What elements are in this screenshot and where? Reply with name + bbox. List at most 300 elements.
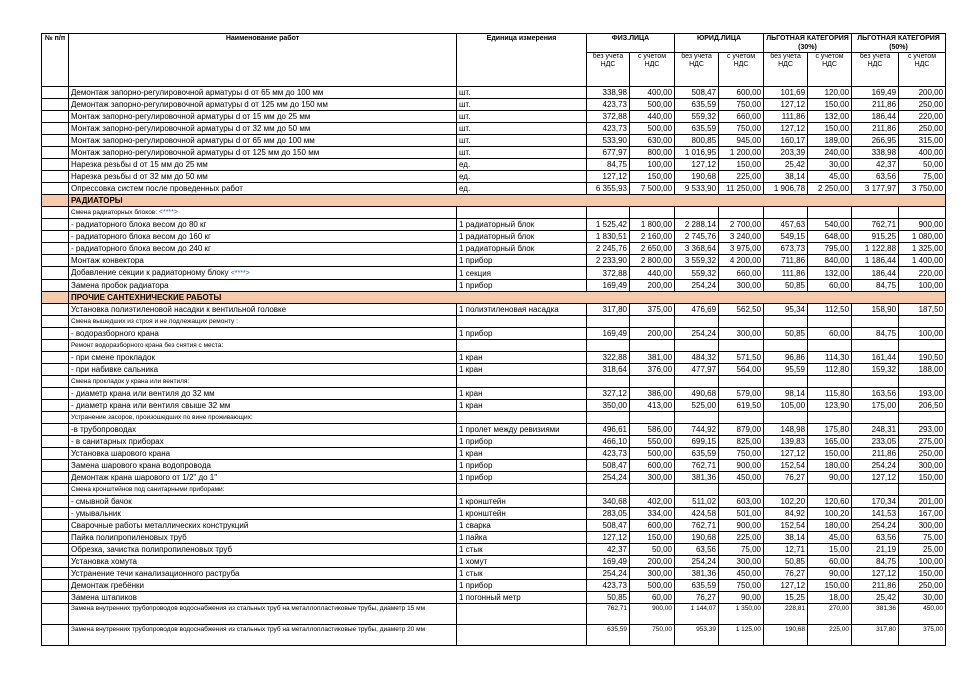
price-individual-with-vat-text: 586,00 [647, 425, 673, 434]
price-discount30-no-vat-text: 95,34 [784, 305, 806, 314]
work-name [69, 99, 457, 111]
price-individual-with-vat-text: 500,00 [647, 449, 673, 458]
price-individual-no-vat [587, 424, 630, 436]
price-discount50-no-vat-text: 84,75 [876, 329, 897, 338]
unit-cell [457, 183, 587, 195]
price-individual-no-vat [587, 99, 630, 111]
price-individual-no-vat-text: 327,12 [602, 389, 627, 398]
price-individual-with-vat-text: 2 800,00 [640, 256, 673, 265]
unit-cell [457, 135, 587, 147]
price-legal-no-vat [675, 388, 719, 400]
unit-cell [457, 532, 587, 544]
price-discount30-with-vat [808, 364, 852, 376]
unit-cell-text: шт. [459, 100, 471, 109]
price-discount50-no-vat [852, 625, 899, 646]
row-number-cell [42, 376, 69, 388]
price-discount50-no-vat [852, 520, 899, 532]
price-individual-with-vat-text: 500,00 [647, 100, 673, 109]
price-discount30-no-vat [764, 231, 808, 243]
price-legal-with-vat-text: 4 200,00 [729, 256, 762, 265]
work-name-text: Замена внутренних трубопроводов водоснабжения из стальных труб на металлопластиковые трубы, диаметр 20 мм [71, 626, 426, 633]
price-legal-no-vat-text: 1 016,95 [684, 148, 717, 157]
price-discount30-no-vat [764, 147, 808, 159]
unit-cell [457, 123, 587, 135]
price-discount30-with-vat-text: 30,00 [829, 160, 850, 169]
footnote-marker: <****> [230, 270, 250, 277]
price-legal-no-vat [675, 508, 719, 520]
row-number-cell [42, 328, 69, 340]
price-discount50-with-vat-text: 250,00 [918, 124, 944, 133]
price-individual-no-vat [587, 520, 630, 532]
price-discount30-no-vat [764, 267, 808, 280]
work-name [69, 604, 457, 625]
price-discount30-with-vat-text: 240,00 [824, 148, 850, 157]
price-individual-with-vat [630, 580, 675, 592]
unit-cell [457, 400, 587, 412]
group-note-row [42, 412, 946, 424]
price-discount50-no-vat [852, 448, 899, 460]
row-number-cell [42, 267, 69, 280]
empty-cell [852, 207, 899, 219]
price-legal-no-vat [675, 123, 719, 135]
row-number-cell [42, 388, 69, 400]
work-name-text: - радиаторного блока весом до 160 кг [71, 232, 211, 241]
price-discount30-with-vat [808, 604, 852, 625]
table-row [42, 280, 946, 292]
price-legal-with-vat [719, 328, 764, 340]
price-legal-with-vat-text: 225,00 [736, 533, 762, 542]
price-discount50-with-vat [899, 111, 946, 123]
row-number-cell [42, 147, 69, 159]
price-discount30-with-vat [808, 388, 852, 400]
empty-cell [852, 412, 899, 424]
price-individual-no-vat-text: 423,73 [602, 100, 627, 109]
price-legal-with-vat-text: 750,00 [736, 449, 762, 458]
price-legal-no-vat-text: 525,00 [691, 401, 717, 410]
price-discount30-with-vat-text: 60,00 [829, 557, 850, 566]
price-legal-no-vat [675, 400, 719, 412]
price-discount30-with-vat [808, 625, 852, 646]
price-legal-with-vat [719, 243, 764, 255]
price-discount50-with-vat-text: 1 325,00 [911, 244, 944, 253]
price-individual-no-vat [587, 364, 630, 376]
empty-cell [764, 412, 808, 424]
price-legal-with-vat-text: 450,00 [736, 569, 762, 578]
price-discount30-with-vat [808, 472, 852, 484]
table-row [42, 532, 946, 544]
table-row [42, 231, 946, 243]
work-name [69, 556, 457, 568]
price-legal-no-vat-text: 511,02 [692, 497, 717, 506]
price-discount50-with-vat [899, 460, 946, 472]
work-name-text: Монтаж запорно-регулировочной арматуры d от 15 мм до 25 мм [71, 112, 311, 121]
work-name [69, 400, 457, 412]
header-with-vat: с учетом НДС [808, 53, 852, 87]
work-name-text: - диаметр крана или вентиля свыше 32 мм [71, 401, 231, 410]
price-discount50-no-vat-text: 338,98 [871, 148, 897, 157]
price-legal-with-vat [719, 388, 764, 400]
price-individual-no-vat [587, 460, 630, 472]
unit-cell-text: 1 кран [459, 449, 483, 458]
price-discount50-with-vat [899, 424, 946, 436]
table-row [42, 304, 946, 316]
price-discount50-with-vat [899, 231, 946, 243]
price-discount50-with-vat-text: 30,00 [923, 593, 944, 602]
price-legal-with-vat [719, 123, 764, 135]
price-legal-no-vat-text: 762,71 [691, 521, 717, 530]
table-row [42, 436, 946, 448]
price-discount30-no-vat-text: 127,12 [780, 449, 806, 458]
table-row [42, 267, 946, 280]
price-discount50-no-vat-text: 84,75 [876, 281, 897, 290]
price-discount30-no-vat-text: 111,86 [781, 269, 806, 278]
price-discount30-no-vat-text: 38,14 [784, 533, 806, 542]
unit-cell-text: 1 прибор [459, 473, 493, 482]
unit-cell [457, 592, 587, 604]
price-individual-no-vat-text: 423,73 [602, 581, 627, 590]
price-individual-with-vat [630, 532, 675, 544]
price-individual-no-vat [587, 604, 630, 625]
unit-cell-text: 1 пайка [459, 533, 488, 542]
price-individual-no-vat-text: 423,73 [602, 124, 627, 133]
price-individual-with-vat-text: 500,00 [647, 124, 673, 133]
price-individual-no-vat [587, 123, 630, 135]
header-no-vat: без учета НДС [675, 53, 719, 87]
price-legal-no-vat [675, 556, 719, 568]
price-legal-no-vat-text: 127,12 [691, 160, 717, 169]
price-individual-no-vat-text: 762,71 [607, 605, 627, 612]
empty-cell [764, 316, 808, 328]
price-legal-with-vat-text: 300,00 [736, 281, 762, 290]
price-legal-no-vat [675, 135, 719, 147]
price-individual-no-vat-text: 50,85 [606, 593, 627, 602]
price-individual-with-vat [630, 604, 675, 625]
price-individual-no-vat [587, 255, 630, 267]
price-individual-with-vat [630, 123, 675, 135]
group-note [69, 340, 457, 352]
work-name [69, 448, 457, 460]
work-name [69, 123, 457, 135]
price-discount50-with-vat [899, 508, 946, 520]
row-number-cell [42, 316, 69, 328]
price-individual-with-vat-text: 200,00 [647, 557, 673, 566]
empty-cell [675, 316, 719, 328]
price-legal-no-vat [675, 304, 719, 316]
price-individual-with-vat-text: 386,00 [647, 389, 673, 398]
price-discount30-with-vat [808, 183, 852, 195]
price-legal-with-vat-text: 450,00 [736, 473, 762, 482]
price-legal-with-vat [719, 352, 764, 364]
work-name [69, 147, 457, 159]
price-discount50-with-vat [899, 352, 946, 364]
row-number-cell [42, 255, 69, 267]
unit-cell-text: 1 кронштейн [459, 509, 506, 518]
row-number-cell [42, 111, 69, 123]
empty-cell [675, 376, 719, 388]
price-discount50-with-vat-text: 900,00 [918, 220, 944, 229]
price-discount50-with-vat-text: 1 400,00 [911, 256, 944, 265]
work-name-text: - при набивке сальника [71, 365, 159, 374]
price-legal-with-vat [719, 99, 764, 111]
price-discount50-no-vat [852, 364, 899, 376]
price-discount30-no-vat [764, 183, 808, 195]
price-discount30-no-vat-text: 152,54 [780, 521, 806, 530]
price-individual-no-vat-text: 533,90 [602, 136, 627, 145]
price-legal-with-vat-text: 660,00 [736, 269, 762, 278]
price-legal-no-vat [675, 544, 719, 556]
work-name [69, 388, 457, 400]
price-discount30-no-vat [764, 568, 808, 580]
price-individual-with-vat-text: 1 800,00 [640, 220, 673, 229]
price-discount30-with-vat [808, 159, 852, 171]
price-legal-no-vat-text: 9 533,90 [684, 184, 717, 193]
price-discount30-with-vat [808, 123, 852, 135]
price-discount50-with-vat-text: 250,00 [918, 449, 944, 458]
work-name-text: Сварочные работы металлических конструкций [71, 521, 249, 530]
price-discount30-no-vat-text: 12,71 [784, 545, 806, 554]
empty-cell [630, 376, 675, 388]
unit-cell [457, 219, 587, 231]
price-discount50-no-vat-text: 211,86 [872, 581, 897, 590]
work-name-text: Установка полиэтиленовой насадки к вентильной головке [71, 305, 287, 314]
group-note-row [42, 207, 946, 219]
price-legal-with-vat-text: 75,00 [740, 545, 762, 554]
price-individual-with-vat-text: 150,00 [647, 172, 673, 181]
empty-cell [899, 484, 946, 496]
work-name-text: Монтаж запорно-регулировочной арматуры d от 125 мм до 150 мм [71, 148, 320, 157]
unit-cell [457, 364, 587, 376]
price-legal-with-vat [719, 171, 764, 183]
price-discount50-no-vat-text: 141,53 [871, 509, 897, 518]
unit-cell [457, 424, 587, 436]
price-discount50-no-vat [852, 556, 899, 568]
work-name-text: Обрезка, зачистка полипропиленовых труб [71, 545, 233, 554]
price-discount50-with-vat [899, 267, 946, 280]
price-legal-with-vat [719, 520, 764, 532]
price-legal-with-vat [719, 544, 764, 556]
price-individual-no-vat-text: 496,61 [602, 425, 627, 434]
work-name-text: Установка хомута [71, 557, 138, 566]
work-name-text: - умывальник [71, 509, 121, 518]
price-discount50-no-vat [852, 267, 899, 280]
table-row [42, 592, 946, 604]
price-legal-with-vat-text: 750,00 [736, 581, 762, 590]
price-discount30-no-vat [764, 544, 808, 556]
price-discount30-no-vat [764, 580, 808, 592]
price-legal-no-vat-text: 381,36 [691, 473, 717, 482]
header-work-name: Наименование работ [69, 34, 457, 87]
empty-cell [675, 484, 719, 496]
price-discount30-with-vat-text: 114,30 [825, 353, 850, 362]
price-discount50-no-vat-text: 127,12 [871, 569, 897, 578]
unit-cell [457, 520, 587, 532]
price-discount50-no-vat-text: 186,44 [871, 269, 897, 278]
price-individual-no-vat-text: 372,88 [602, 269, 627, 278]
unit-cell [457, 544, 587, 556]
price-legal-no-vat-text: 635,59 [691, 100, 717, 109]
price-discount30-no-vat [764, 352, 808, 364]
price-individual-no-vat [587, 243, 630, 255]
price-individual-with-vat-text: 300,00 [647, 473, 673, 482]
work-name [69, 568, 457, 580]
empty-cell [675, 207, 719, 219]
price-legal-no-vat [675, 171, 719, 183]
price-discount30-no-vat-text: 228,81 [785, 605, 806, 612]
price-legal-no-vat [675, 328, 719, 340]
price-individual-with-vat [630, 159, 675, 171]
price-individual-no-vat-text: 340,68 [602, 497, 627, 506]
price-individual-no-vat-text: 338,98 [602, 88, 627, 97]
price-discount30-with-vat-text: 15,00 [829, 545, 850, 554]
price-discount30-with-vat [808, 400, 852, 412]
empty-cell [587, 316, 630, 328]
price-discount30-with-vat [808, 243, 852, 255]
price-individual-no-vat [587, 183, 630, 195]
price-discount30-with-vat-text: 123,90 [824, 401, 850, 410]
price-discount50-with-vat-text: 315,00 [918, 136, 944, 145]
price-legal-with-vat-text: 90,00 [740, 593, 762, 602]
price-discount50-no-vat [852, 304, 899, 316]
price-legal-no-vat [675, 255, 719, 267]
work-name [69, 87, 457, 99]
price-individual-with-vat-text: 800,00 [647, 148, 673, 157]
table-row [42, 364, 946, 376]
price-discount30-with-vat-text: 165,00 [824, 437, 850, 446]
price-discount50-no-vat [852, 472, 899, 484]
table-row [42, 520, 946, 532]
price-discount30-with-vat [808, 231, 852, 243]
price-individual-with-vat-text: 100,00 [647, 160, 673, 169]
header-no-vat: без учета НДС [764, 53, 808, 87]
price-individual-with-vat [630, 388, 675, 400]
price-discount50-with-vat-text: 250,00 [918, 100, 944, 109]
unit-cell-text: шт. [459, 88, 471, 97]
table-row [42, 448, 946, 460]
unit-cell-text: 1 полиэтиленовая насадка [459, 305, 559, 314]
row-number-cell [42, 448, 69, 460]
price-discount30-no-vat [764, 436, 808, 448]
price-individual-with-vat [630, 135, 675, 147]
price-discount50-no-vat [852, 424, 899, 436]
price-legal-no-vat [675, 424, 719, 436]
unit-cell-text: 1 прибор [459, 581, 493, 590]
work-name [69, 580, 457, 592]
price-legal-with-vat-text: 300,00 [736, 557, 762, 566]
price-discount30-with-vat [808, 436, 852, 448]
price-individual-with-vat-text: 7 500,00 [640, 184, 673, 193]
price-legal-no-vat-text: 2 745,76 [684, 232, 717, 241]
unit-cell-text: 1 погонный метр [459, 593, 521, 602]
price-legal-with-vat-text: 603,00 [736, 497, 762, 506]
unit-cell-text: 1 стык [459, 545, 483, 554]
price-discount50-no-vat [852, 388, 899, 400]
price-discount30-no-vat-text: 95,59 [784, 365, 806, 374]
price-individual-with-vat-text: 750,00 [652, 626, 673, 633]
price-discount30-no-vat [764, 135, 808, 147]
price-legal-no-vat [675, 448, 719, 460]
unit-cell-text: шт. [459, 124, 471, 133]
price-legal-no-vat-text: 484,32 [691, 353, 717, 362]
price-individual-no-vat-text: 169,49 [602, 281, 627, 290]
price-legal-with-vat-text: 225,00 [736, 172, 762, 181]
price-legal-no-vat-text: 559,32 [691, 269, 717, 278]
table-body [42, 34, 946, 646]
price-individual-with-vat [630, 448, 675, 460]
header-no-vat: без учета НДС [587, 53, 630, 87]
price-legal-no-vat [675, 496, 719, 508]
price-legal-with-vat-text: 825,00 [736, 437, 762, 446]
price-discount30-with-vat-text: 115,80 [825, 389, 850, 398]
price-individual-no-vat-text: 42,37 [606, 545, 627, 554]
price-discount50-with-vat [899, 135, 946, 147]
price-legal-with-vat [719, 219, 764, 231]
price-discount30-no-vat-text: 127,12 [780, 124, 806, 133]
price-discount30-with-vat-text: 540,00 [824, 220, 850, 229]
price-discount50-no-vat-text: 254,24 [871, 461, 897, 470]
unit-cell-text: 1 прибор [459, 329, 493, 338]
row-number-cell [42, 364, 69, 376]
price-legal-no-vat [675, 111, 719, 123]
price-discount50-with-vat [899, 304, 946, 316]
price-individual-no-vat [587, 147, 630, 159]
table-row [42, 159, 946, 171]
table-row [42, 147, 946, 159]
header-group-discount-50: ЛЬГОТНАЯ КАТЕГОРИЯ (50%) [852, 34, 946, 53]
price-individual-with-vat [630, 625, 675, 646]
price-legal-no-vat [675, 87, 719, 99]
price-discount30-with-vat [808, 424, 852, 436]
price-legal-no-vat-text: 953,39 [696, 626, 717, 633]
price-legal-with-vat [719, 135, 764, 147]
unit-cell [457, 604, 587, 625]
price-legal-with-vat [719, 400, 764, 412]
price-legal-no-vat-text: 76,27 [695, 593, 717, 602]
price-individual-no-vat [587, 592, 630, 604]
price-legal-with-vat [719, 364, 764, 376]
row-number-cell [42, 544, 69, 556]
price-legal-with-vat [719, 472, 764, 484]
work-name [69, 496, 457, 508]
price-discount50-with-vat-text: 75,00 [923, 533, 944, 542]
price-legal-no-vat-text: 424,58 [691, 509, 717, 518]
table-row [42, 508, 946, 520]
price-individual-no-vat [587, 328, 630, 340]
price-discount50-no-vat-text: 21,19 [876, 545, 897, 554]
price-discount30-no-vat [764, 280, 808, 292]
unit-cell [457, 472, 587, 484]
price-discount50-no-vat [852, 532, 899, 544]
price-individual-with-vat [630, 460, 675, 472]
price-discount30-with-vat [808, 280, 852, 292]
price-legal-no-vat-text: 635,59 [691, 124, 717, 133]
price-individual-no-vat [587, 508, 630, 520]
price-individual-with-vat [630, 592, 675, 604]
empty-cell [675, 412, 719, 424]
price-discount30-no-vat-text: 111,86 [781, 112, 806, 121]
work-name-text: Монтаж запорно-регулировочной арматуры d от 32 мм до 50 мм [71, 124, 311, 133]
row-number-cell [42, 556, 69, 568]
price-discount50-with-vat-text: 400,00 [918, 148, 944, 157]
price-legal-no-vat-text: 800,85 [691, 136, 717, 145]
price-individual-with-vat [630, 111, 675, 123]
price-individual-no-vat [587, 388, 630, 400]
unit-cell-text: 1 прибор [459, 256, 493, 265]
price-legal-no-vat-text: 1 144,07 [690, 605, 717, 612]
price-legal-with-vat-text: 300,00 [736, 329, 762, 338]
empty-cell [764, 484, 808, 496]
price-individual-no-vat-text: 254,24 [602, 473, 627, 482]
row-number-cell [42, 207, 69, 219]
